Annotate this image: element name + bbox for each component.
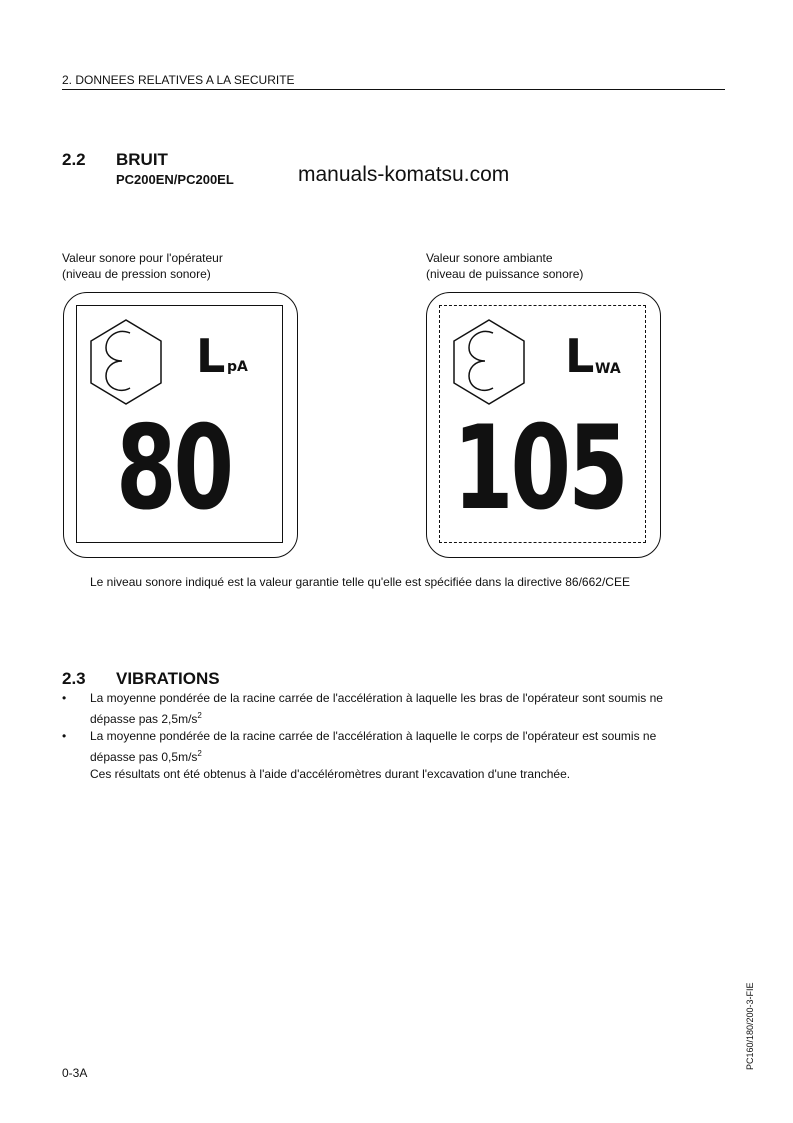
section-title-vibrations: VIBRATIONS <box>116 669 220 688</box>
vibration-item: • La moyenne pondérée de la racine carrée de l'accélération à laquelle les bras de l'opérateur sont soumis ne dépasse pas $2,5m/s^2$ <box>62 690 742 728</box>
header-rule <box>62 89 725 90</box>
operator-noise-label <box>63 292 298 558</box>
document-code: PC160/180/200-3-FIE <box>745 982 755 1070</box>
vibration-item-line: La moyenne pondérée de la racine carrée de l'accélération à laquelle le corps de l'opérateur est soumis ne <box>90 729 657 743</box>
vibration-item-line: dépasse pas 2,5m/s <box>90 712 198 726</box>
vibration-note: Ces résultats ont été obtenus à l'aide d'accéléromètres durant l'excavation d'une tranchée. <box>90 767 571 781</box>
page-number: 0-3A <box>62 1066 88 1080</box>
ambient-caption <box>426 250 583 282</box>
section-number-noise: 2.2 <box>62 150 86 169</box>
ambient-noise-value: 105 <box>453 401 626 536</box>
ambient-caption-line1: Valeur sonore ambiante <box>426 251 553 265</box>
vibration-item-line: La moyenne pondérée de la racine carrée de l'accélération à laquelle les bras de l'opérateur sont soumis ne <box>90 691 663 705</box>
lpa-subscript: pA <box>227 359 248 375</box>
operator-noise-value: 80 <box>116 401 232 536</box>
ce-hexagon-icon <box>88 318 164 406</box>
vibration-list <box>62 690 742 783</box>
ce-hexagon-icon <box>451 318 527 406</box>
lpa-symbol: L <box>196 329 226 383</box>
watermark: manuals-komatsu.com <box>298 163 510 186</box>
operator-caption-line1: Valeur sonore pour l'opérateur <box>62 251 223 265</box>
operator-caption-line2: (niveau de pression sonore) <box>62 267 211 281</box>
model-names: PC200EN/PC200EL <box>116 172 234 187</box>
ambient-noise-label <box>426 292 661 558</box>
vibration-item: • La moyenne pondérée de la racine carrée de l'accélération à laquelle le corps de l'opérateur est soumis ne dépasse pas $0,5m/s^2$ <box>62 728 742 766</box>
vibration-item-line: dépasse pas 0,5m/s <box>90 750 198 764</box>
lwa-subscript: WA <box>595 361 621 377</box>
section-title-noise: BRUIT <box>116 150 168 169</box>
operator-caption <box>62 250 223 282</box>
lwa-symbol: L <box>565 329 595 383</box>
section-number-vibrations: 2.3 <box>62 669 86 688</box>
ambient-caption-line2: (niveau de puissance sonore) <box>426 267 584 281</box>
noise-note: Le niveau sonore indiqué est la valeur garantie telle qu'elle est spécifiée dans la directive 86/662/CEE <box>90 575 630 589</box>
running-header: 2. DONNEES RELATIVES A LA SECURITE <box>62 73 295 87</box>
